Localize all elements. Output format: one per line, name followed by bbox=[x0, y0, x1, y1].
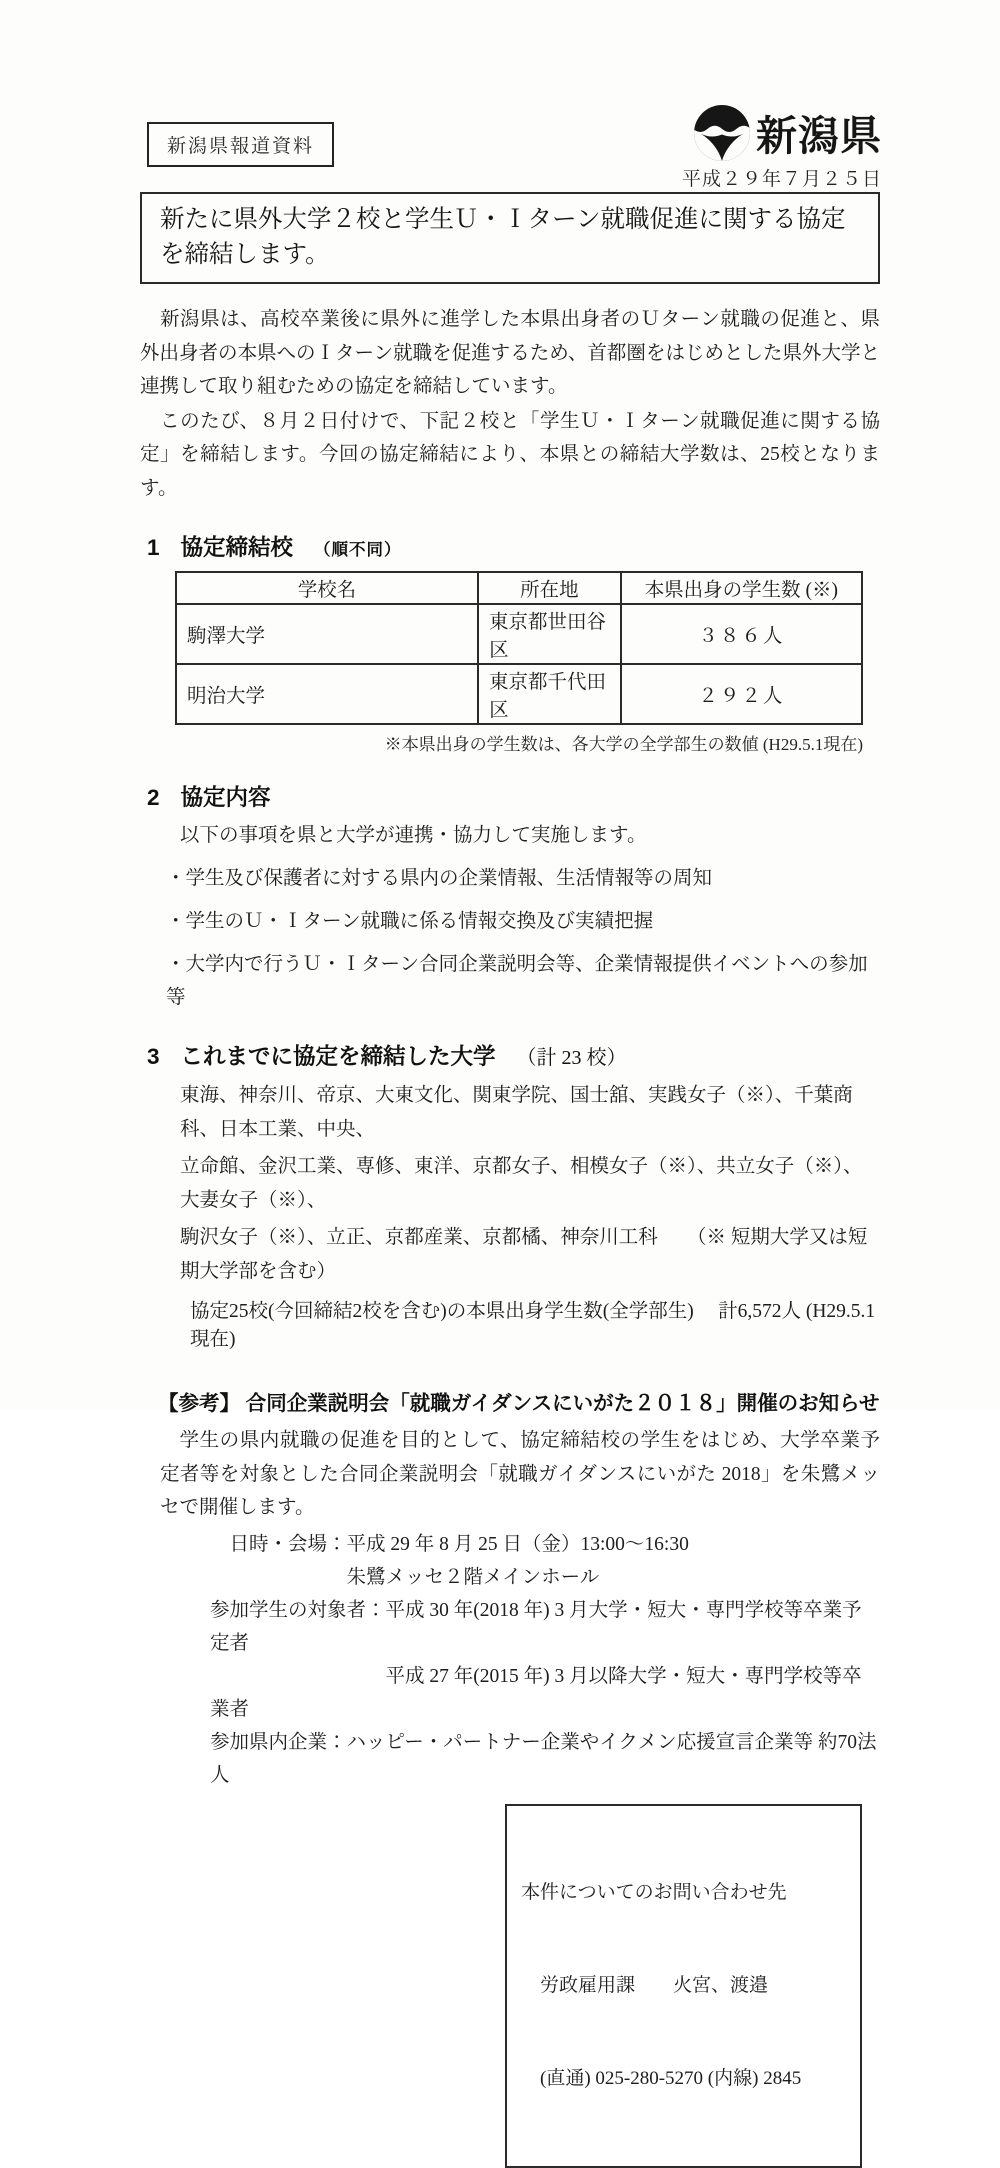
reference-heading: 【参考】 合同企業説明会「就職ガイダンスにいがた２０１８」開催のお知らせ bbox=[158, 1392, 880, 1415]
intro-paragraph-1: 新潟県は、高校卒業後に県外に進学した本県出身者のＵターン就職の促進と、県外出身者の本県へのＩターン就職を促進するため、首都圏をはじめとした県外大学と連携して取り組むための協定を締結しています。 bbox=[140, 309, 880, 397]
prefecture-logo bbox=[693, 103, 882, 162]
universities-line-1: 東海、神奈川、帝京、大東文化、関東学院、国士舘、実践女子（※）、千葉商科、日本工業、中央、 bbox=[180, 1085, 853, 1140]
schools-table bbox=[175, 571, 863, 725]
intro-paragraph-2: このたび、８月２日付けで、下記２校と「学生Ｕ・Ｉターン就職促進に関する協定」を締結します。今回の協定締結により、本県との締結大学数は、25校となります。 bbox=[140, 410, 880, 499]
prefecture-logo-text: 新潟県 bbox=[756, 113, 882, 159]
title-line-2: を締結します。 bbox=[160, 241, 330, 268]
title-line-1: 新たに県外大学２校と学生Ｕ・Ｉターン就職促進に関する協定 bbox=[160, 206, 846, 233]
universities-line-2: 立命館、金沢工業、専修、東洋、京都女子、相模女子（※）、共立女子（※）、大妻女子（※）、 bbox=[180, 1156, 863, 1211]
total-students-line: 協定25校(今回締結2校を含む)の本県出身学生数(全学部生) 計6,572人 (H29.5.1現在) bbox=[190, 1301, 876, 1350]
bullet-item-2: ・学生のＵ・Ｉターン就職に係る情報交換及び実績把握 bbox=[166, 911, 654, 932]
press-label-box bbox=[147, 122, 334, 167]
section3-number: 3 bbox=[147, 1044, 160, 1069]
detail-target-students-2: 平成 27 年(2015 年) 3 月以降大学・短大・専門学校等卒業者 bbox=[210, 1665, 862, 1720]
section3-subtitle: （計 23 校） bbox=[516, 1047, 627, 1069]
contact-line-department: 労政雇用課 火宮、渡邉 bbox=[521, 1974, 769, 1996]
section1-title: 協定締結校 bbox=[180, 535, 294, 560]
section1-heading bbox=[147, 530, 880, 562]
school-name-cell: 明治大学 bbox=[176, 664, 478, 724]
event-details bbox=[140, 1528, 880, 1792]
detail-participating-companies: 参加県内企業：ハッピー・パートナー企業やイクメン応援宣言企業等 約70法人 bbox=[210, 1731, 877, 1786]
header-school-name: 学校名 bbox=[176, 572, 478, 604]
student-count-cell: ３８６人 bbox=[621, 604, 862, 664]
section3-title: これまでに協定を締結した大学 bbox=[180, 1044, 496, 1069]
header-student-count: 本県出身の学生数 (※) bbox=[621, 572, 862, 604]
section3-heading bbox=[147, 1039, 880, 1071]
section2-title: 協定内容 bbox=[180, 785, 271, 810]
section2-heading bbox=[147, 780, 880, 812]
niigata-symbol-icon bbox=[693, 104, 751, 162]
section1-number: 1 bbox=[147, 535, 160, 560]
section2-number: 2 bbox=[147, 785, 160, 810]
table-row-komazawa bbox=[176, 604, 862, 664]
student-count-cell: ２９２人 bbox=[621, 664, 862, 724]
contact-box bbox=[505, 1804, 862, 2168]
bullet-item-1: ・学生及び保護者に対する県内の企業情報、生活情報等の周知 bbox=[166, 868, 713, 889]
contact-line-title: 本件についてのお問い合わせ先 bbox=[521, 1881, 787, 1903]
location-cell: 東京都世田谷区 bbox=[478, 604, 621, 664]
detail-datetime-venue: 日時・会場：平成 29 年 8 月 25 日（金）13:00～16:30 bbox=[210, 1533, 689, 1555]
bullet-item-3: ・大学内で行うＵ・Ｉターン合同企業説明会等、企業情報提供イベントへの参加 等 bbox=[166, 954, 888, 1008]
schools-table-header-row bbox=[176, 572, 862, 604]
table-row-meiji bbox=[176, 664, 862, 724]
title-box bbox=[140, 192, 880, 284]
section1-subtitle: （順不同） bbox=[314, 541, 402, 559]
press-label-text: 新潟県報道資料 bbox=[167, 136, 315, 157]
header-location: 所在地 bbox=[478, 572, 621, 604]
contact-line-phone: (直通) 025-280-5270 (内線) 2845 bbox=[521, 2067, 802, 2089]
reference-paragraph: 学生の県内就職の促進を目的として、協定締結校の学生をはじめ、大学卒業予定者等を対象とした合同企業説明会「就職ガイダンスにいがた 2018」を朱鷺メッセで開催します。 bbox=[160, 1430, 880, 1518]
section2-lead: 以下の事項を県と大学が連携・協力して実施します。 bbox=[180, 825, 647, 846]
issue-date: 平成２９年７月２５日 bbox=[681, 169, 882, 190]
detail-venue-hall: 朱鷺メッセ２階メインホール bbox=[210, 1566, 600, 1588]
detail-target-students-1: 参加学生の対象者：平成 30 年(2018 年) 3 月大学・短大・専門学校等卒業予定者 bbox=[210, 1599, 862, 1654]
location-cell: 東京都千代田区 bbox=[478, 664, 621, 724]
universities-line-3: 駒沢女子（※）、立正、京都産業、京都橘、神奈川工科 （※ 短期大学又は短期大学部を含む） bbox=[180, 1227, 868, 1282]
school-name-cell: 駒澤大学 bbox=[176, 604, 478, 664]
table-note: ※本県出身の学生数は、各大学の全学部生の数値 (H29.5.1現在) bbox=[384, 735, 863, 754]
